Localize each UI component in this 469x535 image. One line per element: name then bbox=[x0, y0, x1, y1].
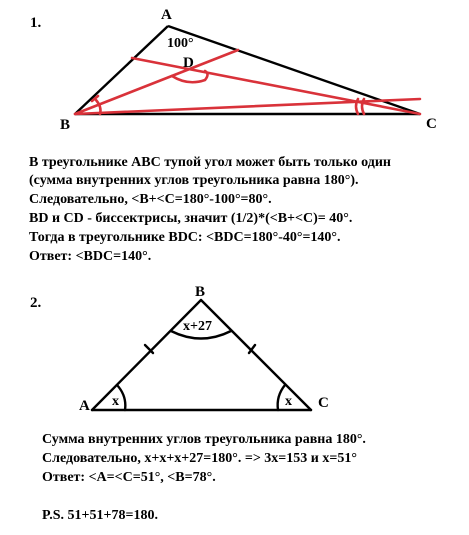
ps-line: P.S. 51+51+78=180. bbox=[42, 508, 158, 523]
vertex-label-c: C bbox=[426, 116, 437, 132]
point-label-d: D bbox=[183, 55, 194, 71]
solution-line: Тогда в треугольнике BDC: <BDC=180°-40°=140°. bbox=[29, 230, 341, 245]
solution-line: Следовательно, x+x+x+27=180°. => 3x=153 и x=51° bbox=[42, 451, 357, 466]
solution-line: Следовательно, <B+<C=180°-100°=80°. bbox=[29, 192, 272, 207]
solution-line: Сумма внутренних углов треугольника равна 180°. bbox=[42, 432, 366, 447]
angle-b-value: x+27 bbox=[183, 319, 212, 334]
angle-a-value: x bbox=[112, 394, 119, 409]
vertex-label-a: A bbox=[161, 7, 172, 23]
vertex-label-b: B bbox=[195, 284, 206, 300]
side-bc bbox=[201, 300, 311, 410]
side-ab bbox=[92, 300, 201, 410]
vertex-label-c: C bbox=[318, 395, 329, 411]
angle-arc-c bbox=[278, 385, 285, 410]
angle-c-value: x bbox=[285, 394, 292, 409]
solution-line: В треугольнике АВС тупой угол может быть только один bbox=[29, 155, 391, 170]
problem1-number: 1. bbox=[30, 15, 42, 31]
solution-line: BD и CD - биссектрисы, значит (1/2)*(<B+<C)= 40°. bbox=[29, 211, 353, 226]
problem2-number: 2. bbox=[30, 295, 42, 311]
solution-line: (сумма внутренних углов треугольника равна 180°). bbox=[29, 173, 359, 188]
vertex-label-b: B bbox=[60, 117, 71, 133]
angle-a-value: 100° bbox=[167, 36, 194, 51]
answer-line: Ответ: <BDC=140°. bbox=[29, 249, 152, 264]
answer-line: Ответ: <A=<C=51°, <B=78°. bbox=[42, 470, 216, 485]
vertex-label-a: A bbox=[79, 398, 90, 414]
